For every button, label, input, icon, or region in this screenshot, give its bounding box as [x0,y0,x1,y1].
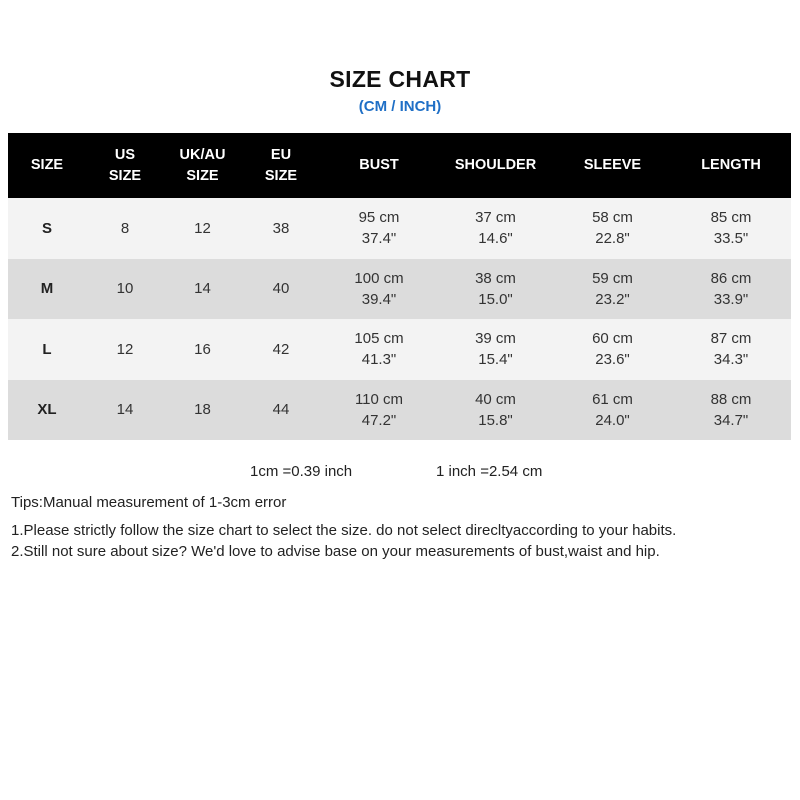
uk-au-size-cell: 14 [164,259,241,320]
column-header-line: EU [270,146,292,163]
table-row [8,198,791,259]
sleeve-inch-value: 22.8" [595,230,630,248]
sleeve-cm-value: 60 cm [592,330,633,348]
column-header-line: BUST [359,157,399,173]
sleeve-cell [554,198,671,259]
column-header-line: US [114,146,136,163]
eu-size-cell: 42 [241,319,321,380]
shoulder-inch-value: 15.8" [478,411,513,429]
bust-inch-value: 39.4" [361,290,397,308]
uk-au-size-cell: 18 [164,380,241,441]
column-header [671,133,791,198]
bust-inch-value: 41.3" [361,351,397,369]
sleeve-cm-value: 58 cm [592,209,633,227]
length-cm-value: 86 cm [710,269,752,287]
length-cm-value: 87 cm [710,330,752,348]
size-cell: S [8,198,86,259]
shoulder-inch-value: 15.4" [478,351,513,369]
note-line-1: 1.Please strictly follow the size chart to select the size. do not select direcltyaccording to your habits. [11,522,677,539]
bust-cm-value: 95 cm [358,209,400,227]
note-line-2: 2.Still not sure about size? We'd love to advise base on your measurements of bust,waist and hip. [11,543,660,560]
cm-to-inch-note: 1cm =0.39 inch [250,463,353,480]
table-row [8,319,791,380]
sleeve-cm-value: 59 cm [592,269,633,287]
length-cm-value: 85 cm [710,209,752,227]
length-cell [671,198,791,259]
uk-au-size-cell: 12 [164,198,241,259]
column-header [554,133,671,198]
column-header [86,133,164,198]
column-header [437,133,554,198]
page-title: SIZE CHART [329,66,471,92]
size-cell: L [8,319,86,380]
column-header-line: UK/AU [179,146,226,163]
length-cell [671,259,791,320]
column-header-line: SLEEVE [583,157,642,173]
us-size-cell: 8 [86,198,164,259]
length-cell [671,380,791,441]
column-header-line: SIZE [186,167,219,184]
us-size-cell: 12 [86,319,164,380]
bust-cm-value: 110 cm [354,390,404,408]
unit-subtitle: (CM / INCH) [358,98,442,115]
bust-cell [321,198,437,259]
size-cell: M [8,259,86,320]
size-table [8,133,791,440]
bust-inch-value: 37.4" [361,230,397,248]
uk-au-size-cell: 16 [164,319,241,380]
shoulder-inch-value: 14.6" [478,230,513,248]
shoulder-cell [437,319,554,380]
column-header-line: SIZE [264,167,298,184]
bust-cm-value: 105 cm [354,330,404,348]
table-header-row [8,133,791,198]
column-header-line: SHOULDER [454,157,537,173]
shoulder-cm-value: 38 cm [475,269,516,287]
sleeve-inch-value: 23.2" [595,290,630,308]
bust-cm-value: 100 cm [354,269,404,287]
length-inch-value: 34.7" [713,411,749,429]
column-header-line: LENGTH [701,157,761,173]
length-inch-value: 33.9" [713,290,749,308]
shoulder-cm-value: 39 cm [475,330,516,348]
shoulder-cm-value: 40 cm [475,390,516,408]
eu-size-cell: 38 [241,198,321,259]
column-header [164,133,241,198]
sleeve-inch-value: 23.6" [595,351,630,369]
column-header [8,133,86,198]
eu-size-cell: 44 [241,380,321,441]
shoulder-cell [437,380,554,441]
column-header-line: SIZE [108,167,142,184]
us-size-cell: 14 [86,380,164,441]
table-body [8,198,791,440]
length-cm-value: 88 cm [710,390,752,408]
bust-cell [321,259,437,320]
sleeve-cell [554,319,671,380]
length-inch-value: 33.5" [713,230,749,248]
inch-to-cm-note: 1 inch =2.54 cm [436,463,543,480]
shoulder-cell [437,198,554,259]
eu-size-cell: 40 [241,259,321,320]
column-header [321,133,437,198]
bust-cell [321,319,437,380]
us-size-cell: 10 [86,259,164,320]
length-inch-value: 34.3" [713,351,749,369]
length-cell [671,319,791,380]
shoulder-inch-value: 15.0" [478,290,513,308]
bust-cell [321,380,437,441]
tips-text: Tips:Manual measurement of 1-3cm error [11,494,287,511]
size-cell: XL [8,380,86,441]
column-header-line: SIZE [30,157,64,173]
sleeve-cell [554,380,671,441]
table-row [8,380,791,441]
bust-inch-value: 47.2" [361,411,397,429]
sleeve-cm-value: 61 cm [592,390,633,408]
column-header [241,133,321,198]
sleeve-inch-value: 24.0" [595,411,630,429]
shoulder-cm-value: 37 cm [475,209,516,227]
shoulder-cell [437,259,554,320]
table-row [8,259,791,320]
sleeve-cell [554,259,671,320]
